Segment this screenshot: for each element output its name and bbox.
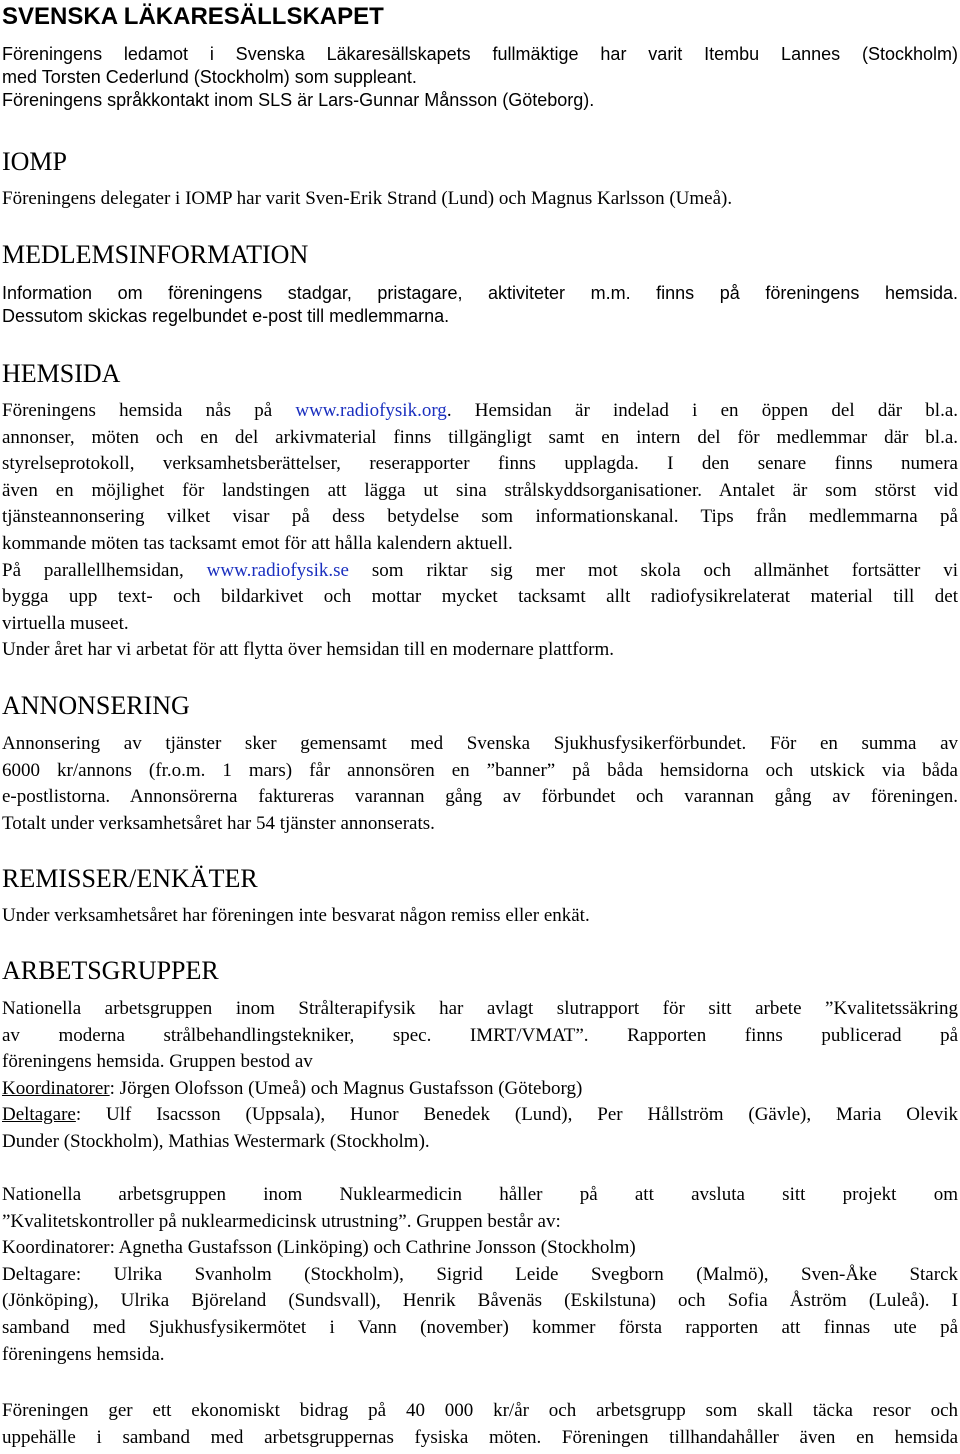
deltagare-label: Deltagare: [2, 1104, 76, 1126]
text-line: Nationella arbetsgruppen inom Nuklearmedicin håller på att avsluta sitt projekt om: [2, 1184, 958, 1205]
text-line: annonser, möten och en del arkivmaterial finns tillgängligt samt en intern del för medlemmar där bl.a.: [2, 426, 958, 448]
iomp-paragraph: [2, 186, 958, 213]
text-line: Föreningen ger ett ekonomiskt bidrag på 40 000 kr/år och arbetsgrupp som skall täcka resor och: [2, 1400, 958, 1421]
section-heading-arbetsgrupper: ARBETSGRUPPER: [2, 956, 219, 985]
section-heading-sls: SVENSKA LÄKARESÄLLSKAPET: [2, 3, 384, 30]
text-line: uppehälle i samband med arbetsgruppernas fysiska möten. Föreningen tillhandahåller även en hemsida: [2, 1426, 958, 1448]
text-line: Föreningens ledamot i Svenska Läkaresällskapets fullmäktige har varit Itembu Lannes (Stockholm): [2, 44, 958, 64]
section-heading-annonsering: ANNONSERING: [2, 691, 190, 720]
text-line: Information om föreningens stadgar, pristagare, aktiviteter m.m. finns på föreningens hemsida.: [2, 283, 958, 303]
text-span: Föreningens hemsida nås på: [2, 400, 296, 421]
koordinatorer-label: Koordinatorer: [2, 1077, 110, 1099]
text-line: 6000 kr/annons (fr.o.m. 1 mars) får annonsören en ”banner” på båda hemsidorna och utskick via båda: [2, 759, 958, 781]
text-line: Totalt under verksamhetsåret har 54 tjänster annonserats.: [2, 812, 435, 834]
section-heading-medlemsinformation: MEDLEMSINFORMATION: [2, 240, 309, 269]
text-line: ”Kvalitetskontroller på nuklearmedicinsk utrustning”. Gruppen består av:: [2, 1210, 561, 1232]
website-link-org[interactable]: www.radiofysik.org: [295, 400, 447, 421]
text-line: kommande möten tas tacksamt emot för att hålla kalendern aktuell.: [2, 532, 513, 554]
text-line: (Jönköping), Ulrika Björeland (Sundsvall), Henrik Båvenäs (Eskilstuna) och Sofia Åström (Luleå). I: [2, 1290, 958, 1312]
text-line: Under året har vi arbetat för att flytta över hemsidan till en modernare plattform.: [2, 639, 614, 661]
text-line: Under verksamhetsåret har föreningen inte besvarat någon remiss eller enkät.: [2, 905, 590, 926]
text-line: med Torsten Cederlund (Stockholm) som suppleant.: [2, 67, 417, 87]
arbets-paragraph-3: [2, 1398, 958, 1451]
text-line: samband med Sjukhusfysikermötet i Vann (november) kommer första rapporten att finnas ute på: [2, 1316, 958, 1338]
text-line: föreningens hemsida.: [2, 1343, 165, 1365]
annons-paragraph: [2, 731, 958, 837]
text-line: [2, 398, 958, 425]
text-line: tjänsteannonsering vilket visar på dess betydelse som informationskanal. Tips från medlemmarna på: [2, 506, 958, 528]
text-span: . Hemsidan är indelad i en öppen del där bl.a.: [446, 400, 958, 421]
arbets-paragraph-2: [2, 1182, 958, 1368]
text-line: [2, 1076, 958, 1103]
text-line: Föreningens språkkontakt inom SLS är Lars-Gunnar Månsson (Göteborg).: [2, 90, 595, 110]
text-line: föreningens hemsida. Gruppen bestod av: [2, 1051, 313, 1073]
text-span: : Ulf Isacsson (Uppsala), Hunor Benedek (Lund), Per Hållström (Gävle), Maria Olevik: [75, 1104, 958, 1126]
text-line: även en möjlighet för landstingen att lägga ut sina strålskyddsorganisationer. Antalet är som störst vid: [2, 479, 958, 501]
medlem-paragraph: [2, 282, 958, 328]
text-line: Deltagare: Ulrika Svanholm (Stockholm), Sigrid Leide Svegborn (Malmö), Sven-Åke Starck: [2, 1263, 958, 1285]
text-line: Nationella arbetsgruppen inom Strålterapifysik har avlagt slutrapport för sitt arbete ”Kvalitetssäkring: [2, 998, 958, 1019]
text-line: Dessutom skickas regelbundet e-post till medlemmarna.: [2, 306, 450, 326]
text-span: På parallellhemsidan,: [2, 559, 207, 581]
text-line: e-postlistorna. Annonsörerna faktureras varannan gång av förbundet och varannan gång av föreningen.: [2, 786, 958, 808]
text-line: Föreningens delegater i IOMP har varit Sven-Erik Strand (Lund) och Magnus Karlsson (Umeå).: [2, 188, 733, 209]
remiss-paragraph: [2, 903, 958, 930]
text-line: virtuella museet.: [2, 612, 129, 634]
text-line: styrelseprotokoll, verksamhetsberättelser, reserapporter finns upplagda. I den senare finns numera: [2, 453, 958, 475]
section-heading-hemsida: HEMSIDA: [2, 359, 121, 388]
hemsida-paragraph: [2, 398, 958, 664]
section-heading-remisser: REMISSER/ENKÄTER: [2, 864, 258, 893]
website-link-se[interactable]: www.radiofysik.se: [206, 559, 349, 581]
text-span: : Jörgen Olofsson (Umeå) och Magnus Gustafsson (Göteborg): [109, 1077, 583, 1099]
text-line: av moderna strålbehandlingstekniker, spec. IMRT/VMAT”. Rapporten finns publicerad på: [2, 1024, 958, 1046]
text-line: [2, 1102, 958, 1129]
text-line: Koordinatorer: Agnetha Gustafsson (Linköping) och Cathrine Jonsson (Stockholm): [2, 1237, 636, 1259]
text-line: [2, 558, 958, 585]
text-line: Annonsering av tjänster sker gemensamt med Svenska Sjukhusfysikerförbundet. För en summa av: [2, 733, 958, 754]
text-span: som riktar sig mer mot skola och allmänhet fortsätter vi: [348, 559, 958, 581]
section-heading-iomp: IOMP: [2, 147, 68, 176]
sls-paragraph: [2, 43, 958, 112]
text-line: bygga upp text- och bildarkivet och mottar mycket tacksamt allt radiofysikrelaterat material till det: [2, 586, 958, 608]
text-line: Dunder (Stockholm), Mathias Westermark (Stockholm).: [2, 1130, 430, 1152]
arbets-paragraph-1: [2, 996, 958, 1156]
